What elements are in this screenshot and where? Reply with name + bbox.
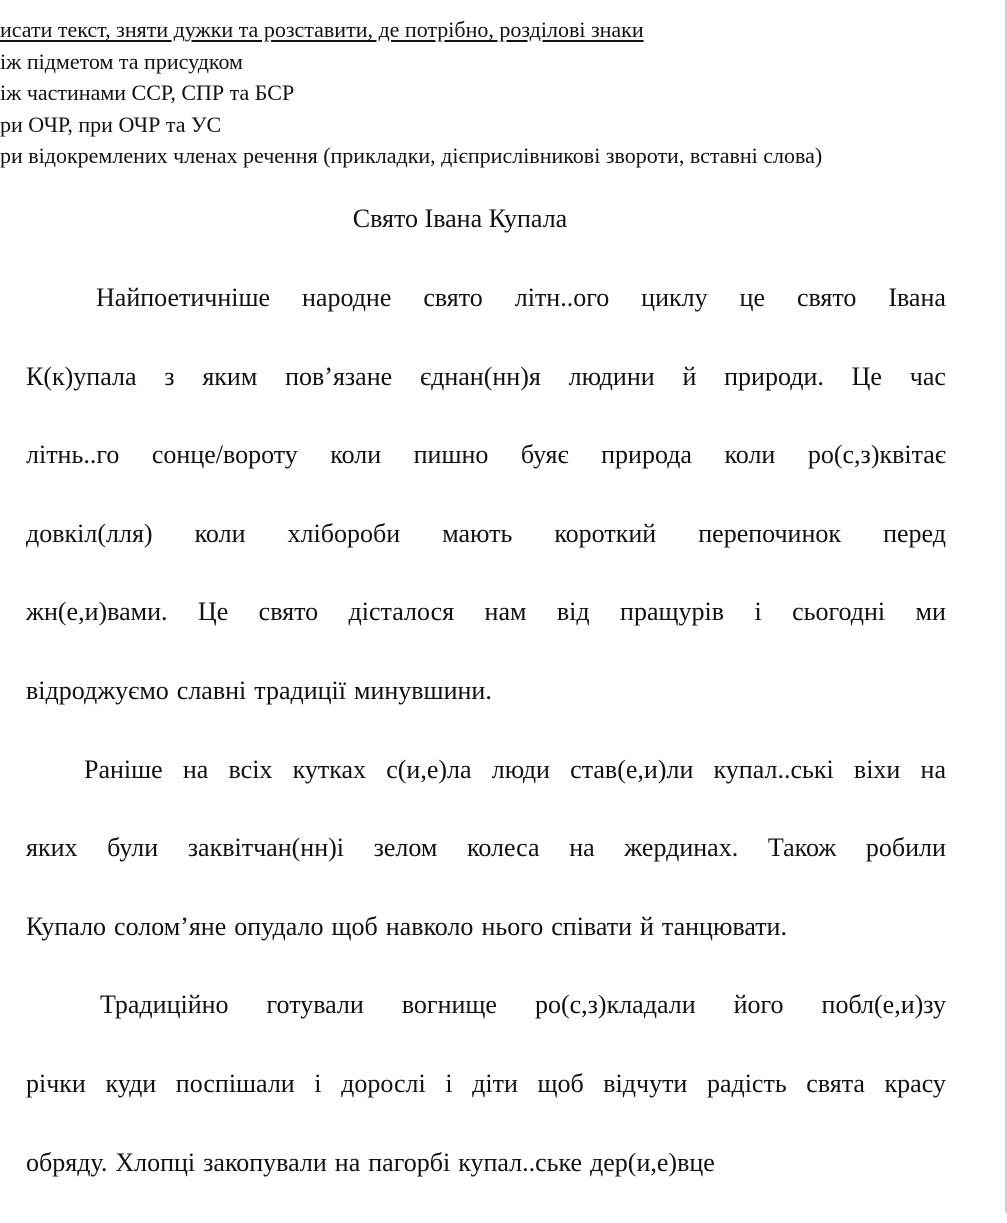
essay-word: ро(с,з)квітає (807, 440, 946, 470)
essay-word: поспішали (175, 1068, 295, 1098)
essay-word: Також (767, 833, 837, 863)
essay-word: Традиційно (100, 990, 229, 1020)
essay-word: від (556, 597, 590, 627)
essay-word: віхи (853, 754, 901, 784)
essay-word: буяє (520, 440, 569, 470)
essay-line (26, 594, 946, 673)
essay-word: коли (330, 440, 382, 470)
essay-word: перед (883, 518, 946, 548)
essay-word: на (920, 754, 946, 784)
essay-word: жердинах. (624, 833, 739, 863)
essay-word: жн(е,и)вами. (26, 597, 168, 627)
essay-word: перепочинок (698, 518, 842, 548)
essay-word: на (569, 833, 595, 863)
essay-word: Івана (888, 283, 946, 312)
essay-word: співати (551, 911, 632, 941)
essay-word: і (445, 1068, 453, 1098)
essay-text (26, 280, 946, 1223)
task-instructions (0, 14, 1000, 172)
essay-word: сонце/вороту (151, 440, 298, 470)
essay-word: на (334, 1147, 361, 1177)
essay-word: нього (481, 911, 544, 941)
essay-line (26, 987, 946, 1066)
essay-word: Це (197, 597, 229, 627)
essay-word: люди (491, 754, 550, 784)
essay-word: і (754, 597, 762, 627)
essay-word: сьогодні (792, 597, 886, 627)
essay-word: закопували (203, 1147, 327, 1177)
essay-word: танцювати. (661, 911, 787, 941)
essay-word: короткий (554, 518, 657, 548)
essay-line (26, 752, 946, 831)
essay-word: Хлопці (115, 1147, 196, 1177)
essay-word: колеса (467, 833, 540, 863)
essay-word: з (164, 361, 175, 391)
essay-word: людини (568, 361, 655, 391)
essay-word: відчути (603, 1068, 688, 1098)
essay-word: коли (724, 440, 776, 470)
instruction-item: іж частинами ССР, СПР та БСР (0, 80, 295, 105)
essay-word: довкіл(лля) (26, 518, 153, 548)
essay-line (26, 909, 946, 988)
essay-word: щоб (331, 911, 378, 941)
essay-word: єднан(нн)я (419, 361, 541, 391)
essay-line (26, 673, 946, 752)
essay-word: робили (865, 833, 946, 863)
essay-word: Купало (26, 911, 107, 941)
essay-paragraph (26, 987, 946, 1223)
instruction-item: ри ОЧР, при ОЧР та УС (0, 111, 222, 137)
essay-word: зелом (373, 833, 438, 863)
essay-word: мають (442, 518, 513, 548)
essay-word: солом’яне (114, 911, 227, 941)
essay-word: річки (26, 1068, 86, 1098)
essay-word: всіх (228, 754, 273, 784)
essay-word: літн..ого (514, 283, 610, 312)
essay-line (26, 359, 946, 438)
essay-word: вогнище (401, 990, 497, 1020)
essay-word: коли (194, 518, 246, 548)
essay-word: нам (484, 597, 527, 627)
essay-word: кутках (292, 754, 367, 784)
essay-word: його (733, 990, 784, 1020)
essay-word: відроджуємо (26, 675, 169, 705)
instructions-heading: исати текст, зняти дужки та розставити, де потрібно, розділові знаки (0, 17, 644, 42)
essay-word: хлібороби (287, 518, 401, 548)
essay-line (26, 280, 946, 359)
essay-word: Це (851, 361, 882, 391)
instruction-item: іж підметом та присудком (0, 48, 243, 74)
essay-word: й (640, 911, 654, 941)
essay-line (26, 437, 946, 516)
essay-word: природа (601, 440, 692, 470)
essay-word: К(к)упала (26, 361, 137, 391)
essay-word: заквітчан(нн)і (187, 833, 344, 863)
essay-word: дер(и,е)вце (590, 1147, 715, 1177)
essay-word: дісталося (348, 597, 455, 627)
essay-word: побл(е,и)зу (821, 990, 946, 1020)
essay-word: дорослі (341, 1068, 426, 1098)
essay-word: радість (706, 1068, 787, 1098)
essay-word: пагорбі (368, 1147, 451, 1177)
essay-word: пов’язане (285, 361, 393, 391)
essay-word: свято (258, 597, 319, 627)
document-title: Свято Івана Купала (352, 204, 568, 233)
essay-word: свята (806, 1068, 865, 1098)
essay-word: циклу (641, 283, 708, 312)
essay-paragraph (26, 752, 946, 988)
essay-word: на (182, 754, 209, 784)
essay-word: ми (915, 597, 946, 627)
essay-word: літнь..го (26, 440, 120, 470)
essay-word: минувшини. (354, 675, 492, 705)
essay-word: традиції (254, 675, 346, 705)
essay-word: діти (472, 1068, 518, 1098)
essay-word: народне (302, 283, 392, 312)
essay-word: пишно (413, 440, 489, 470)
essay-word: Раніше (84, 754, 163, 784)
essay-line (26, 516, 946, 595)
essay-word: с(и,е)ла (386, 754, 472, 784)
essay-paragraph (26, 280, 946, 752)
essay-word: час (909, 361, 946, 391)
essay-word: красу (884, 1068, 946, 1098)
essay-word: Найпоетичніше (96, 283, 271, 312)
essay-word: щоб (537, 1068, 584, 1098)
instruction-item: ри відокремлених членах речення (прикладки, дієприслівникові звороти, вставні слова) (0, 143, 823, 168)
essay-word: були (107, 833, 159, 863)
essay-word: свято (423, 283, 483, 312)
essay-word: обряду. (26, 1147, 108, 1177)
essay-word: купал..ське (458, 1147, 583, 1177)
essay-word: опудало (234, 911, 324, 941)
essay-word: пращурів (620, 597, 725, 627)
essay-line (26, 1066, 946, 1145)
essay-word: природи. (724, 361, 824, 391)
essay-word: славні (176, 675, 247, 705)
essay-word: навколо (385, 911, 474, 941)
essay-word: свято (796, 283, 857, 312)
essay-word: став(е,и)ли (570, 754, 694, 784)
essay-word: куди (105, 1068, 157, 1098)
essay-word: це (739, 283, 765, 312)
essay-line (26, 830, 946, 909)
essay-word: яким (202, 361, 258, 391)
essay-word: яких (26, 833, 78, 863)
essay-word: і (314, 1068, 322, 1098)
essay-word: ро(с,з)кладали (534, 990, 696, 1020)
essay-line (26, 1145, 946, 1223)
essay-word: купал..ські (713, 754, 834, 784)
essay-word: й (682, 361, 697, 391)
essay-word: готували (266, 990, 364, 1020)
